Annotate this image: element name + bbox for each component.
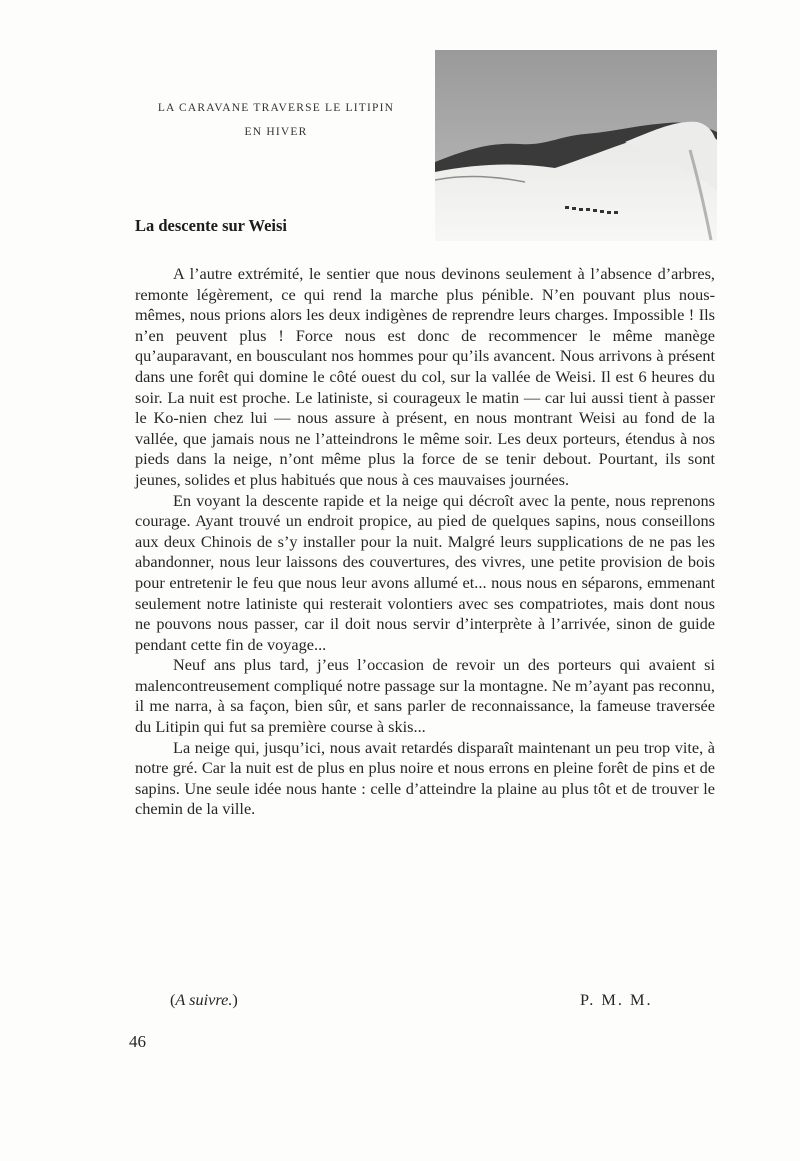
article-body (135, 264, 715, 820)
photo-caption (120, 96, 432, 144)
to-be-continued-text: A suivre. (175, 990, 233, 1009)
snowy-mountain-photo (435, 50, 717, 241)
paragraph-3: Neuf ans plus tard, j’eus l’occasion de revoir un des porteurs qui avaient si malencontreusement compliqué notre passage sur la montagne. Ne m’ayant pas reconnu, il me narra, à sa façon, bien sûr, et sans parler de reconnaissance, la fameuse traversée du Litipin qui fut sa première course à skis... (135, 655, 715, 737)
to-be-continued: (A suivre.) (170, 990, 238, 1009)
caption-line-1: LA CARAVANE TRAVERSE LE LITIPIN (157, 102, 395, 114)
mountain-photo-illustration (435, 50, 717, 241)
paragraph-4: La neige qui, jusqu’ici, nous avait retardés disparaît maintenant un peu trop vite, à notre gré. Car la nuit est de plus en plus noire et nous errons en pleine forêt de pins et de sapins. Une seule idée nous hante : celle d’atteindre la plaine au plus tôt et de trouver le chemin de la ville. (135, 737, 715, 819)
paragraph-2: En voyant la descente rapide et la neige qui décroît avec la pente, nous reprenons courage. Ayant trouvé un endroit propice, au pied de quelques sapins, nous conseillons aux deux Chinois de s’y installer pour la nuit. Malgré leurs supplications de ne pas les abandonner, nous leur laissons des couvertures, des vivres, une petite provision de bois pour entretenir le feu que nous leur avons allumé et... nous nous en séparons, emmenant seulement notre latiniste qui resterait volontiers avec ses compatriotes, mais dont nous ne pouvons nous passer, car il doit nous servir d’interprète à l’arrivée, sinon de guide pendant cette fin de voyage... (135, 490, 715, 654)
page-number: 46 (129, 1032, 146, 1051)
author-initials: P. M. M. (580, 990, 653, 1009)
caption-line-2: EN HIVER (244, 126, 308, 138)
section-title: La descente sur Weisi (135, 216, 288, 235)
paragraph-1: A l’autre extrémité, le sentier que nous devinons seulement à l’absence d’arbres, remonte légèrement, ce qui rend la marche plus pénible. N’en pouvant plus nous-mêmes, nous prions alors les deux indigènes de reprendre leurs charges. Impossible ! Ils n’en peuvent plus ! Force nous est donc de recommencer le même manège qu’auparavant, en bousculant nos hommes pour qu’ils avancent. Nous arrivons à présent dans une forêt qui domine le côté ouest du col, sur la vallée de Weisi. Il est 6 heures du soir. La nuit est proche. Le latiniste, si courageux le matin — car lui aussi tient à passer le Ko-nien chez lui — nous assure à présent, en nous montrant Weisi au fond de la vallée, que jamais nous ne l’atteindrons le même soir. Les deux porteurs, étendus à nos pieds dans la neige, n’ont même plus la force de se tenir debout. Pourtant, ils sont jeunes, solides et plus habitués que nous à ces mauvaises journées. (135, 264, 715, 489)
